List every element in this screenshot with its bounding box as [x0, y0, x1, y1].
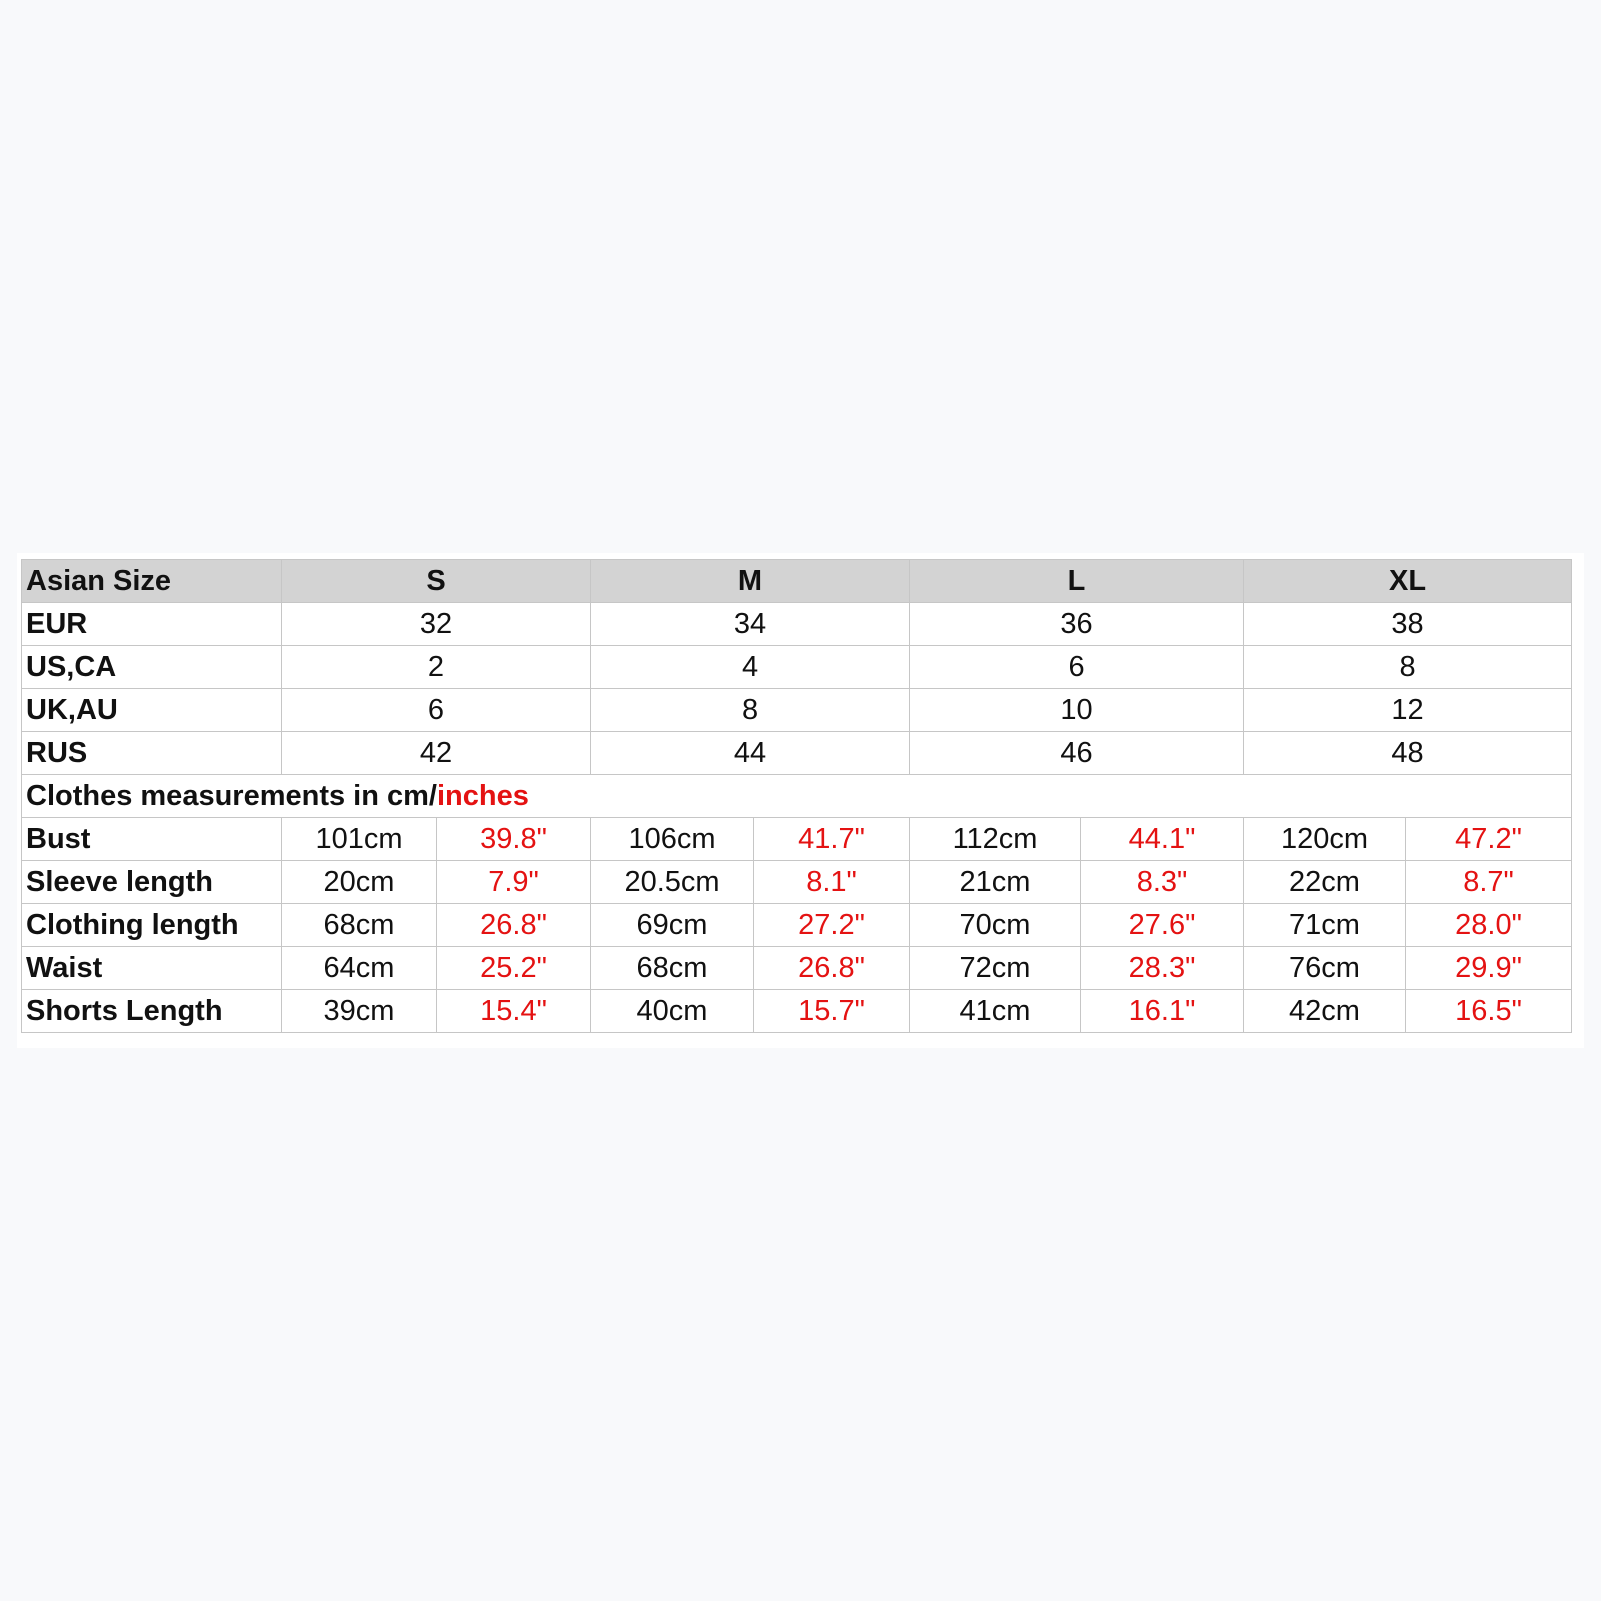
- conversion-row: [22, 689, 1572, 732]
- cm-value: 106cm: [591, 818, 754, 861]
- cm-value: 22cm: [1244, 861, 1406, 904]
- row-label: US,CA: [22, 646, 282, 689]
- cm-value: 21cm: [910, 861, 1081, 904]
- cm-value: 112cm: [910, 818, 1081, 861]
- section-row: [22, 775, 1572, 818]
- conversion-value: 44: [591, 732, 910, 775]
- inch-value: 8.3": [1081, 861, 1244, 904]
- inch-value: 26.8": [754, 947, 910, 990]
- measurement-row: [22, 861, 1572, 904]
- row-label: Shorts Length: [22, 990, 282, 1033]
- inch-value: 16.5": [1406, 990, 1572, 1033]
- inch-value: 28.3": [1081, 947, 1244, 990]
- cm-value: 69cm: [591, 904, 754, 947]
- size-header: S: [282, 560, 591, 603]
- cm-value: 70cm: [910, 904, 1081, 947]
- cm-value: 20.5cm: [591, 861, 754, 904]
- conversion-row: [22, 603, 1572, 646]
- inch-value: 27.6": [1081, 904, 1244, 947]
- conversion-value: 48: [1244, 732, 1572, 775]
- conversion-value: 36: [910, 603, 1244, 646]
- inch-value: 7.9": [437, 861, 591, 904]
- measurement-row: [22, 947, 1572, 990]
- conversion-value: 4: [591, 646, 910, 689]
- inch-value: 8.7": [1406, 861, 1572, 904]
- conversion-value: 8: [591, 689, 910, 732]
- measurement-row: [22, 990, 1572, 1033]
- measurement-row: [22, 818, 1572, 861]
- measurement-row: [22, 904, 1572, 947]
- cm-value: 39cm: [282, 990, 437, 1033]
- inch-value: 15.4": [437, 990, 591, 1033]
- conversion-value: 46: [910, 732, 1244, 775]
- cm-value: 72cm: [910, 947, 1081, 990]
- conversion-value: 6: [910, 646, 1244, 689]
- row-label: RUS: [22, 732, 282, 775]
- row-label: Sleeve length: [22, 861, 282, 904]
- row-label: UK,AU: [22, 689, 282, 732]
- conversion-value: 38: [1244, 603, 1572, 646]
- section-title-prefix: Clothes measurements in cm/: [26, 779, 437, 812]
- inch-value: 29.9": [1406, 947, 1572, 990]
- inch-value: 26.8": [437, 904, 591, 947]
- header-label: Asian Size: [22, 560, 282, 603]
- inch-value: 41.7": [754, 818, 910, 861]
- conversion-value: 34: [591, 603, 910, 646]
- inch-value: 16.1": [1081, 990, 1244, 1033]
- inch-value: 25.2": [437, 947, 591, 990]
- cm-value: 42cm: [1244, 990, 1406, 1033]
- inch-value: 47.2": [1406, 818, 1572, 861]
- conversion-value: 42: [282, 732, 591, 775]
- section-title-highlight: inches: [436, 779, 529, 812]
- cm-value: 120cm: [1244, 818, 1406, 861]
- row-label: Clothing length: [22, 904, 282, 947]
- conversion-value: 32: [282, 603, 591, 646]
- size-header: L: [910, 560, 1244, 603]
- header-row: [22, 560, 1572, 603]
- cm-value: 76cm: [1244, 947, 1406, 990]
- cm-value: 101cm: [282, 818, 437, 861]
- cm-value: 64cm: [282, 947, 437, 990]
- cm-value: 68cm: [282, 904, 437, 947]
- inch-value: 44.1": [1081, 818, 1244, 861]
- size-header: XL: [1244, 560, 1572, 603]
- inch-value: 27.2": [754, 904, 910, 947]
- inch-value: 28.0": [1406, 904, 1572, 947]
- row-label: Bust: [22, 818, 282, 861]
- section-title: [22, 775, 1572, 818]
- size-header: M: [591, 560, 910, 603]
- cm-value: 68cm: [591, 947, 754, 990]
- cm-value: 71cm: [1244, 904, 1406, 947]
- inch-value: 39.8": [437, 818, 591, 861]
- conversion-row: [22, 732, 1572, 775]
- row-label: EUR: [22, 603, 282, 646]
- conversion-value: 12: [1244, 689, 1572, 732]
- conversion-row: [22, 646, 1572, 689]
- inch-value: 15.7": [754, 990, 910, 1033]
- cm-value: 41cm: [910, 990, 1081, 1033]
- conversion-value: 8: [1244, 646, 1572, 689]
- conversion-value: 6: [282, 689, 591, 732]
- inch-value: 8.1": [754, 861, 910, 904]
- conversion-value: 2: [282, 646, 591, 689]
- row-label: Waist: [22, 947, 282, 990]
- size-chart-table: [21, 559, 1572, 1033]
- cm-value: 40cm: [591, 990, 754, 1033]
- cm-value: 20cm: [282, 861, 437, 904]
- conversion-value: 10: [910, 689, 1244, 732]
